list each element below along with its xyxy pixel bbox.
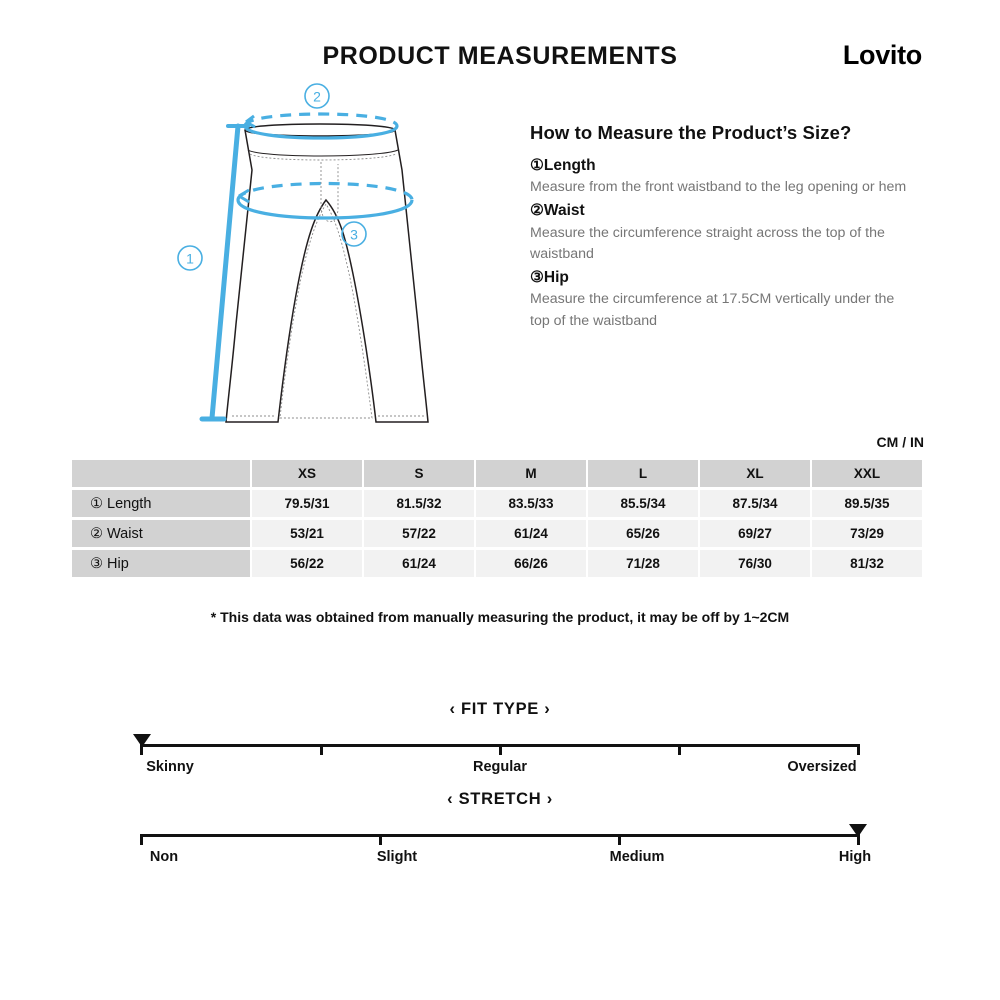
fit-type-axis (140, 733, 860, 755)
stretch-tick (140, 834, 143, 845)
stretch-scale (0, 790, 1000, 869)
cell-waist-l: 65/26 (588, 520, 698, 547)
brand-logo: Lovito (842, 40, 922, 70)
cell-waist-xl: 69/27 (700, 520, 810, 547)
marker-1-text: 1 (186, 250, 194, 267)
table-header-xxl: XXL (812, 460, 922, 487)
stretch-tick (618, 834, 621, 845)
cell-hip-xs: 56/22 (252, 550, 362, 577)
fit-type-label-skinny: Skinny (146, 759, 194, 775)
table-header-l: L (588, 460, 698, 487)
fit-type-title: ‹ FIT TYPE › (449, 700, 551, 718)
stretch-title: ‹ STRETCH › (447, 790, 553, 808)
table-header-s: S (364, 460, 474, 487)
page-title: PRODUCT MEASUREMENTS (322, 42, 678, 70)
table-row (72, 550, 922, 577)
table-header-xl: XL (700, 460, 810, 487)
table-row (72, 520, 922, 547)
marker-2-text: 2 (313, 88, 321, 105)
table-corner-cell (72, 460, 250, 487)
cell-length-xs: 79.5/31 (252, 490, 362, 517)
stretch-axis (140, 823, 860, 845)
fit-type-tick (499, 744, 502, 755)
cell-length-m: 83.5/33 (476, 490, 586, 517)
measure-item-desc-length: Measure from the front waistband to the leg opening or hem (530, 179, 907, 196)
cell-length-xxl: 89.5/35 (812, 490, 922, 517)
fit-type-label-oversized: Oversized (787, 759, 857, 775)
measure-item-desc-hip: Measure the circumference at 17.5CM vertically under the top of the waistband (530, 291, 895, 329)
table-row (72, 490, 922, 517)
cell-length-s: 81.5/32 (364, 490, 474, 517)
cell-length-l: 85.5/34 (588, 490, 698, 517)
pants-outline (226, 124, 428, 422)
cell-hip-xxl: 81/32 (812, 550, 922, 577)
stretch-marker (849, 824, 867, 837)
cell-hip-xl: 76/30 (700, 550, 810, 577)
row-label-hip: ③ Hip (72, 550, 250, 577)
row-label-waist: ② Waist (72, 520, 250, 547)
cell-hip-m: 66/26 (476, 550, 586, 577)
stretch-label-slight: Slight (376, 849, 418, 865)
fit-type-tick (857, 744, 860, 755)
fit-type-tick (678, 744, 681, 755)
how-to-measure-section (530, 122, 910, 333)
cell-waist-s: 57/22 (364, 520, 474, 547)
fit-type-marker (133, 734, 151, 747)
stretch-label-medium: Medium (609, 849, 665, 865)
cell-length-xl: 87.5/34 (700, 490, 810, 517)
cell-hip-s: 61/24 (364, 550, 474, 577)
cell-waist-xxl: 73/29 (812, 520, 922, 547)
measure-item-label-hip: ③Hip (530, 268, 569, 286)
row-label-length: ① Length (72, 490, 250, 517)
stretch-labels (140, 849, 872, 869)
unit-label: CM / IN (876, 434, 924, 450)
cell-waist-m: 61/24 (476, 520, 586, 547)
size-measurement-table (70, 457, 924, 580)
illustration-marker-3 (342, 222, 366, 246)
stretch-label-high: High (838, 849, 872, 865)
how-to-measure-title: How to Measure the Product’s Size? (530, 122, 852, 143)
table-header-row (72, 460, 922, 487)
stretch-label-non: Non (149, 849, 179, 865)
cell-hip-l: 71/28 (588, 550, 698, 577)
measure-item-label-length: ①Length (530, 157, 596, 174)
pants-measurement-illustration (150, 78, 490, 448)
illustration-marker-2 (305, 84, 329, 108)
pants-diagram-svg (150, 78, 490, 448)
measure-item-desc-waist: Measure the circumference straight across the top of the waistband (530, 224, 885, 263)
fit-type-label-regular: Regular (473, 759, 527, 775)
table-header-xs: XS (252, 460, 362, 487)
stretch-axis-line (140, 834, 860, 837)
measurement-disclaimer: * This data was obtained from manually measuring the product, it may be off by 1~2CM (210, 609, 790, 625)
cell-waist-xs: 53/21 (252, 520, 362, 547)
marker-3-text: 3 (350, 226, 358, 243)
fit-type-labels (140, 759, 860, 779)
stretch-tick (379, 834, 382, 845)
fit-type-tick (320, 744, 323, 755)
table-header-m: M (476, 460, 586, 487)
pants-stitching (232, 154, 424, 418)
illustration-marker-1 (178, 246, 202, 270)
measure-item-label-waist: ②Waist (530, 202, 585, 220)
fit-type-scale (0, 700, 1000, 779)
